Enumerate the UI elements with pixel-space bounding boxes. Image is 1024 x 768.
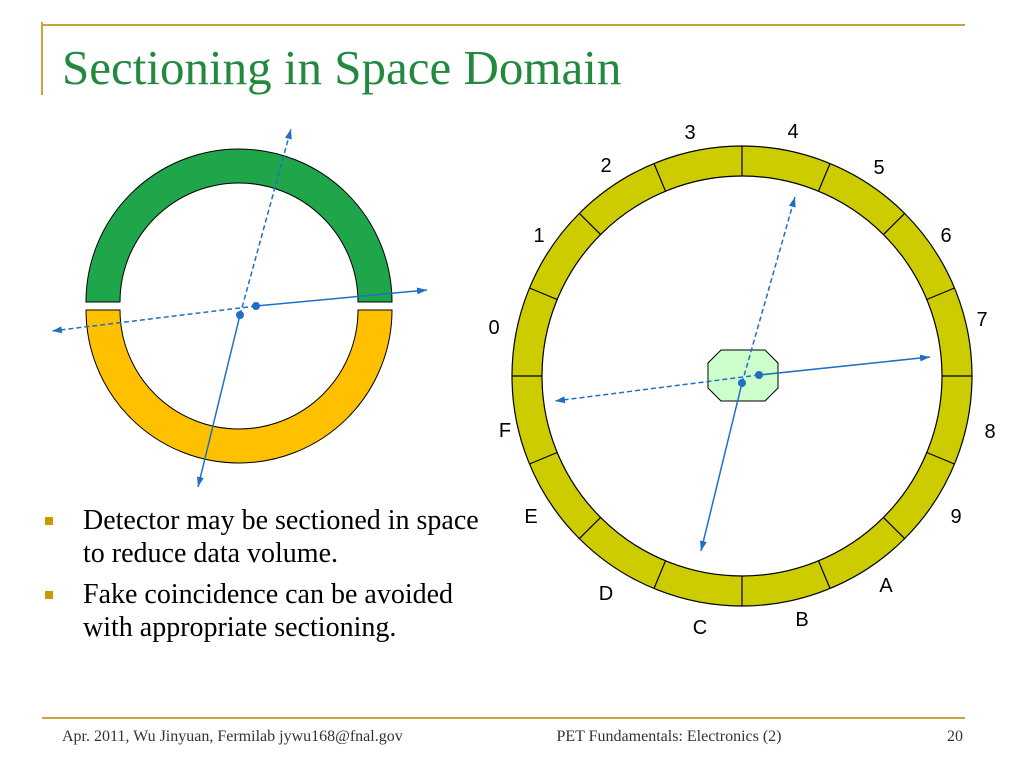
bullet-text: Detector may be sectioned in space to reduce data volume. [83,505,479,569]
segment-label-8: 8 [984,421,996,443]
annihilation-point-4 [755,371,763,379]
photon-path-4-solid [759,357,930,375]
footer-author: Apr. 2011, Wu Jinyuan, Fermilab jywu168@fnal.gov [62,728,403,745]
photon-path-2-dashed [52,306,256,331]
photon-path-3-solid [701,383,742,551]
left-detector-diagram [52,129,427,487]
footer-accent-rule [42,717,965,719]
annihilation-point-1 [236,311,244,319]
segment-label-3: 3 [684,122,696,144]
segment-label-9: 9 [950,506,962,528]
segment-label-b: B [795,609,809,631]
lower-detector-half [86,310,392,463]
segment-label-f: F [498,420,512,442]
bullet-list [45,504,493,652]
segment-label-d: D [598,583,614,605]
slide-title: Sectioning in Space Domain [62,40,622,95]
segment-label-c: C [692,617,708,639]
segment-label-6: 6 [940,225,952,247]
bullet-marker [45,517,53,525]
segment-label-0: 0 [488,317,500,339]
bullet-marker [45,591,53,599]
segment-label-2: 2 [600,155,612,177]
bullet-item [45,578,493,644]
annihilation-point-3 [738,379,746,387]
footer-presentation-title: PET Fundamentals: Electronics (2) [556,728,782,745]
photon-path-2-solid [256,290,427,306]
segment-label-e: E [524,506,538,528]
segment-label-5: 5 [873,157,885,179]
page-number: 20 [947,728,963,745]
upper-detector-half [86,149,392,302]
bullet-text: Fake coincidence can be avoided with appropriate sectioning. [83,579,454,643]
segment-label-a: A [879,575,893,597]
segment-label-1: 1 [533,225,545,247]
bullet-item [45,504,493,570]
segment-label-7: 7 [976,309,988,331]
right-detector-diagram [488,121,995,639]
segment-label-4: 4 [787,121,799,143]
source-region-octagon [708,350,778,401]
annihilation-point-2 [252,302,260,310]
